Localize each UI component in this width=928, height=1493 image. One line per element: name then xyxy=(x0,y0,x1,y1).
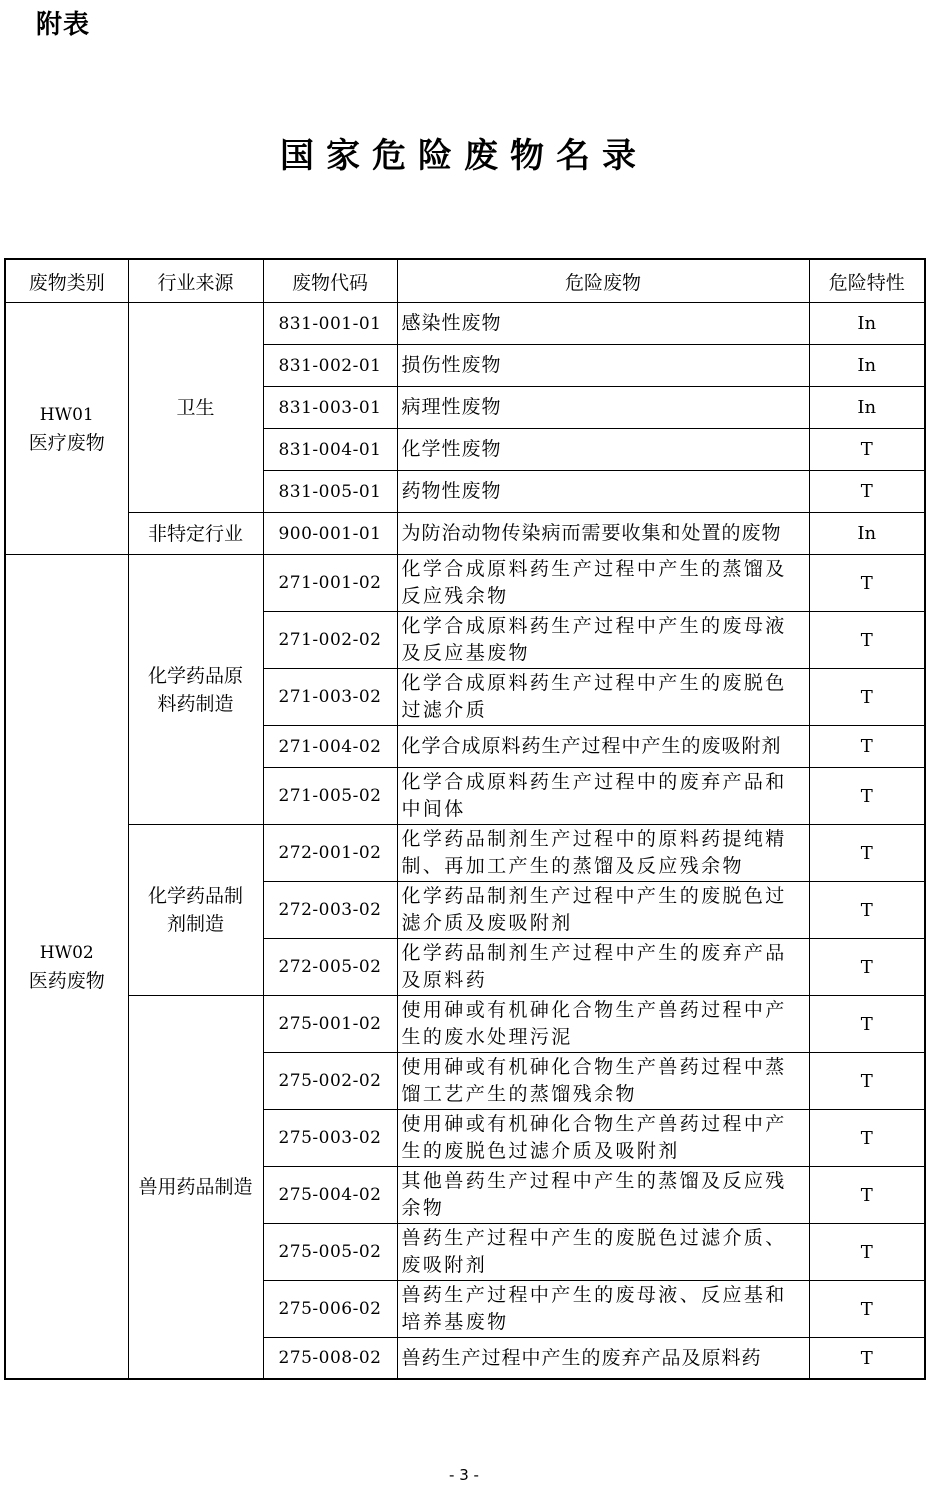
table-row xyxy=(5,513,925,555)
waste-description: 化学合成原料药生产过程中产生的废脱色过滤介质 xyxy=(397,669,809,726)
document-title: 国家危险废物名录 xyxy=(280,136,648,176)
waste-description: 化学合成原料药生产过程中的废弃产品和中间体 xyxy=(397,768,809,825)
waste-description: 其他兽药生产过程中产生的蒸馏及反应残余物 xyxy=(397,1167,809,1224)
waste-description: 化学药品制剂生产过程中产生的废弃产品及原料药 xyxy=(397,939,809,996)
waste-code: 271-005-02 xyxy=(263,768,397,825)
source-cell: 兽用药品制造 xyxy=(128,996,263,1380)
category-code: HW01 xyxy=(39,404,94,425)
hazard-property: T xyxy=(809,726,925,768)
header-hazardous-waste: 危险废物 xyxy=(397,259,809,303)
hazard-property: T xyxy=(809,1338,925,1380)
waste-description: 化学性废物 xyxy=(397,429,809,471)
category-code: HW02 xyxy=(39,942,94,963)
waste-description: 为防治动物传染病而需要收集和处置的废物 xyxy=(397,513,809,555)
waste-code: 272-005-02 xyxy=(263,939,397,996)
hazard-property: T xyxy=(809,1167,925,1224)
table-row xyxy=(5,996,925,1053)
waste-description: 兽药生产过程中产生的废母液、反应基和培养基废物 xyxy=(397,1281,809,1338)
waste-description: 化学药品制剂生产过程中的原料药提纯精制、再加工产生的蒸馏及反应残余物 xyxy=(397,825,809,882)
waste-code: 275-005-02 xyxy=(263,1224,397,1281)
source-cell: 非特定行业 xyxy=(128,513,263,555)
header-industry-source: 行业来源 xyxy=(128,259,263,303)
table-row xyxy=(5,555,925,612)
hazard-property: In xyxy=(809,387,925,429)
waste-description: 使用砷或有机砷化合物生产兽药过程中产生的废水处理污泥 xyxy=(397,996,809,1053)
hazard-property: T xyxy=(809,1110,925,1167)
hazard-property: T xyxy=(809,996,925,1053)
waste-description: 化学合成原料药生产过程中产生的废母液及反应基废物 xyxy=(397,612,809,669)
waste-code: 275-006-02 xyxy=(263,1281,397,1338)
waste-code: 271-003-02 xyxy=(263,669,397,726)
waste-description: 损伤性废物 xyxy=(397,345,809,387)
waste-description: 使用砷或有机砷化合物生产兽药过程中产生的废脱色过滤介质及吸附剂 xyxy=(397,1110,809,1167)
waste-description: 药物性废物 xyxy=(397,471,809,513)
category-cell-hw02 xyxy=(5,555,128,1380)
waste-code: 271-001-02 xyxy=(263,555,397,612)
hazard-property: T xyxy=(809,1053,925,1110)
waste-description: 化学合成原料药生产过程中产生的蒸馏及反应残余物 xyxy=(397,555,809,612)
waste-code: 831-005-01 xyxy=(263,471,397,513)
waste-description: 感染性废物 xyxy=(397,303,809,345)
hazard-property: T xyxy=(809,882,925,939)
waste-description: 兽药生产过程中产生的废脱色过滤介质、废吸附剂 xyxy=(397,1224,809,1281)
hazard-property: T xyxy=(809,471,925,513)
waste-code: 275-002-02 xyxy=(263,1053,397,1110)
waste-code: 275-008-02 xyxy=(263,1338,397,1380)
waste-description: 病理性废物 xyxy=(397,387,809,429)
waste-code: 275-003-02 xyxy=(263,1110,397,1167)
waste-description: 兽药生产过程中产生的废弃产品及原料药 xyxy=(397,1338,809,1380)
waste-code: 271-002-02 xyxy=(263,612,397,669)
header-waste-code: 废物代码 xyxy=(263,259,397,303)
waste-description: 化学合成原料药生产过程中产生的废吸附剂 xyxy=(397,726,809,768)
page-number: - 3 - xyxy=(449,1466,479,1484)
hazard-property: T xyxy=(809,1224,925,1281)
waste-description: 使用砷或有机砷化合物生产兽药过程中蒸馏工艺产生的蒸馏残余物 xyxy=(397,1053,809,1110)
waste-code: 271-004-02 xyxy=(263,726,397,768)
hazard-property: In xyxy=(809,303,925,345)
appendix-label: 附表 xyxy=(36,10,91,40)
table-header-row xyxy=(5,259,925,303)
waste-code: 831-003-01 xyxy=(263,387,397,429)
source-cell: 卫生 xyxy=(128,303,263,513)
hazard-property: T xyxy=(809,612,925,669)
waste-code: 831-004-01 xyxy=(263,429,397,471)
hazard-property: T xyxy=(809,768,925,825)
waste-code: 900-001-01 xyxy=(263,513,397,555)
category-cell-hw01 xyxy=(5,303,128,555)
waste-code: 275-001-02 xyxy=(263,996,397,1053)
waste-code: 272-003-02 xyxy=(263,882,397,939)
waste-description: 化学药品制剂生产过程中产生的废脱色过滤介质及废吸附剂 xyxy=(397,882,809,939)
category-name: 医疗废物 xyxy=(28,431,105,454)
hazard-property: T xyxy=(809,825,925,882)
hazard-property: T xyxy=(809,1281,925,1338)
source-cell: 化学药品原料药制造 xyxy=(128,555,263,825)
hazard-property: In xyxy=(809,513,925,555)
hazard-property: In xyxy=(809,345,925,387)
hazard-property: T xyxy=(809,669,925,726)
table-row xyxy=(5,303,925,345)
header-hazard-property: 危险特性 xyxy=(809,259,925,303)
hazard-property: T xyxy=(809,429,925,471)
waste-code: 272-001-02 xyxy=(263,825,397,882)
table-row xyxy=(5,825,925,882)
waste-code: 275-004-02 xyxy=(263,1167,397,1224)
waste-code: 831-001-01 xyxy=(263,303,397,345)
hazard-property: T xyxy=(809,939,925,996)
source-cell: 化学药品制剂制造 xyxy=(128,825,263,996)
hazardous-waste-table xyxy=(4,258,926,1380)
waste-code: 831-002-01 xyxy=(263,345,397,387)
category-name: 医药废物 xyxy=(28,969,105,992)
header-category: 废物类别 xyxy=(5,259,128,303)
hazard-property: T xyxy=(809,555,925,612)
